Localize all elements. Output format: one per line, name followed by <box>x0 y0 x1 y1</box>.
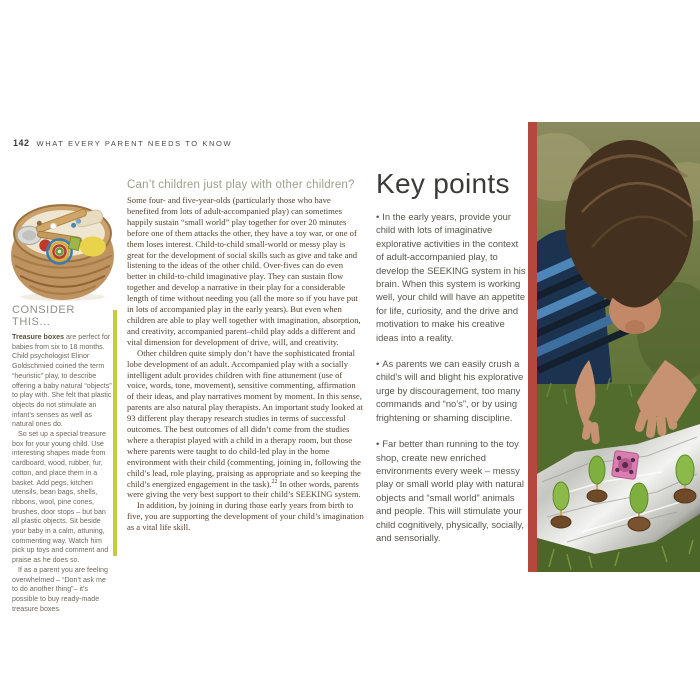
sidebar-paragraph-2: So set up a special treasure box for your young child. Use interesting shapes made from cardboard, wood, rubber, fur, cotton, and place them in a basket. Add pegs, kitchen utensils, bean bags, shells, ribbons, wool, pine cones, brushes, door stops – but ban all plastic objects. Sit beside your baby in a calm, attuning, commenting way. Watch him pick up toys and comment and praise as he does so. <box>12 430 109 565</box>
leaf-boat <box>628 483 650 531</box>
child-playing-photo <box>537 122 700 572</box>
main-text-column <box>127 179 364 533</box>
section-heading: Can’t children just play with other children? <box>127 179 355 191</box>
key-points-panel <box>376 168 526 557</box>
key-points-title: Key points <box>376 168 510 199</box>
main-paragraph-1: Some four- and five-year-olds (particularly those who have benefited from lots of adult-accompanied play) can sometimes happily sustain “small world” play together for over 20 minutes before one of them attacks the other, they have a toy war, or one of them loses interest. Child-to-child small-world or messy play is great for the development of social skills such as give and take and listening to the ideas of the other child. Over-fives can do even better in child-to-child imaginative play. They can sustain flow together and develop a narrative in their play for a considerable length of time without needing you (all the more so if you have put in lots of accompanied play in the early years). But even when children are able to play well together with imagination, absorption, and creativity, accompanied parent–child play adds a different and vital dimension for development of drive, will, and creativity. <box>127 195 361 347</box>
sidebar-heading: CONSIDER THIS... <box>12 304 75 328</box>
flower-token <box>611 450 638 479</box>
footnote-reference: 22 <box>271 478 278 485</box>
main-paragraph-2: Other children quite simply don’t have the sophisticated frontal lobe development of an adult. Accompanied play with a socially intelligent adult provides children with fine attunement (use of voice, words, tone, movement), sensitive commenting, affirmation of their ideas, and play narratives moment by moment. In this sense, parents are also natural play therapists. An important study looked at 93 different play therapy research studies in terms of successful outcomes. The best outcomes of all didn’t come from the studies where a therapist played with a child in a therapy room, but those where parents were taught to do child-led play in the home environment with their child (commenting, joining in, following the child’s lead, role playing, praising as appropriate and so keeping the child’s energized engagement in the task).$^{22}$ In other words, parents were giving the very best support to their child’s SEEKING system. <box>127 347 364 500</box>
treasure-basket-illustration <box>7 193 118 304</box>
key-point-item: • Far better than running to the toy shop, create new enriched environments every week – messy play or small world play with natural objects and “small world” animals and people. This will stimulate your child cognitively, physically, socially, and sensorially. <box>376 438 524 543</box>
key-point-item: • As parents we can easily crush a child’s will and blight his explorative urge by discouragement, too many commands and “no’s”, or by using frightening or shaming discipline. <box>376 358 524 423</box>
page-number: 142 <box>13 138 30 148</box>
key-point-item: • In the early years, provide your child with lots of imaginative explorative activities in the context of adult-accompanied play, to develop the SEEKING system in his brain. When this system is working well, your child will have an appetite for life, curiosity, and the drive and motivation to make his creative ideas into a reality. <box>376 211 526 343</box>
bullet-icon: • <box>376 358 380 370</box>
treasure-basket-photo <box>7 193 118 304</box>
consider-this-sidebar <box>12 304 112 614</box>
sidebar-paragraph-3: If as a parent you are feeling overwhelmed – “Don’t ask me to do another thing”– it’s possible to buy ready-made treasure boxes. <box>12 565 108 613</box>
sidebar-paragraph-1: Treasure boxes are perfect for babies from six to 18 months. Child psychologist Elinor Goldschmied coined the term “heuristic” play, to describe offering a baby natural “objects” to play with. She felt that plastic objects do not stimulate an infant’s senses as well as natural ones do. <box>12 333 112 429</box>
red-accent-bar <box>528 122 537 572</box>
main-paragraph-3: In addition, by joining in during those early years from birth to five, you are supporting the development of your child’s imagination as a vital life skill. <box>127 500 364 533</box>
sidebar-lead-in: Treasure boxes <box>12 333 65 341</box>
page-header <box>13 138 232 148</box>
running-title: WHAT EVERY PARENT NEEDS TO KNOW <box>36 139 233 148</box>
bullet-icon: • <box>376 211 380 222</box>
bullet-icon: • <box>376 438 380 450</box>
sidebar-divider-rule <box>113 310 117 556</box>
leaf-boat <box>674 455 696 503</box>
child-leaf-boats-illustration <box>537 122 700 572</box>
